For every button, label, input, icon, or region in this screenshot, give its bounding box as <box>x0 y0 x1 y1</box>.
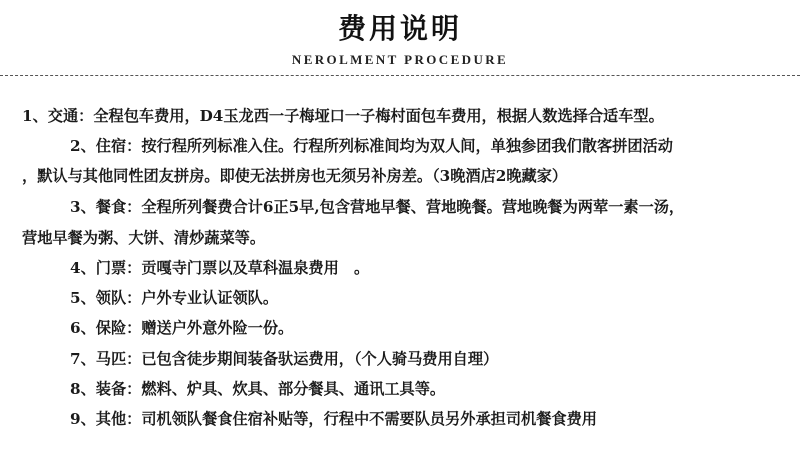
fee-item-transport: 1、交通：全程包车费用，D4玉龙西一子梅垭口一子梅村面包车费用，根据人数选择合适车型。 <box>22 107 664 125</box>
fee-item-meals-cont: 营地早餐为粥、大饼、清炒蔬菜等。 <box>22 229 265 247</box>
fee-item-accommodation: 2、住宿：按行程所列标准入住。行程所列标准间均为双人间，单独参团我们散客拼团活动 <box>70 137 673 155</box>
fee-item-other: 9、其他：司机领队餐食住宿补贴等，行程中不需要队员另外承担司机餐食费用 <box>70 410 597 428</box>
header <box>0 0 800 78</box>
fee-item-meals: 3、餐食：全程所列餐费合计6正5早,包含营地早餐、营地晚餐。营地晚餐为两荤一素一汤， <box>70 198 685 216</box>
fee-item-guide: 5、领队：户外专业认证领队。 <box>70 289 279 307</box>
fee-item-equipment: 8、装备：燃料、炉具、炊具、部分餐具、通讯工具等。 <box>70 380 446 398</box>
fee-item-tickets: 4、门票：贡嘎寺门票以及草科温泉费用 。 <box>70 259 370 277</box>
page-subtitle: NEROLMENT PROCEDURE <box>291 52 509 67</box>
fee-item-horses: 7、马匹：已包含徒步期间装备驮运费用，（个人骑马费用自理） <box>70 350 499 368</box>
dashed-divider <box>0 75 800 76</box>
page-title: 费用说明 <box>337 12 462 45</box>
fee-item-insurance: 6、保险：赠送户外意外险一份。 <box>70 319 294 337</box>
fee-item-accommodation-cont: ，默认与其他同性团友拼房。即使无法拼房也无须另补房差。（3晚酒店2晚藏家） <box>22 167 568 185</box>
